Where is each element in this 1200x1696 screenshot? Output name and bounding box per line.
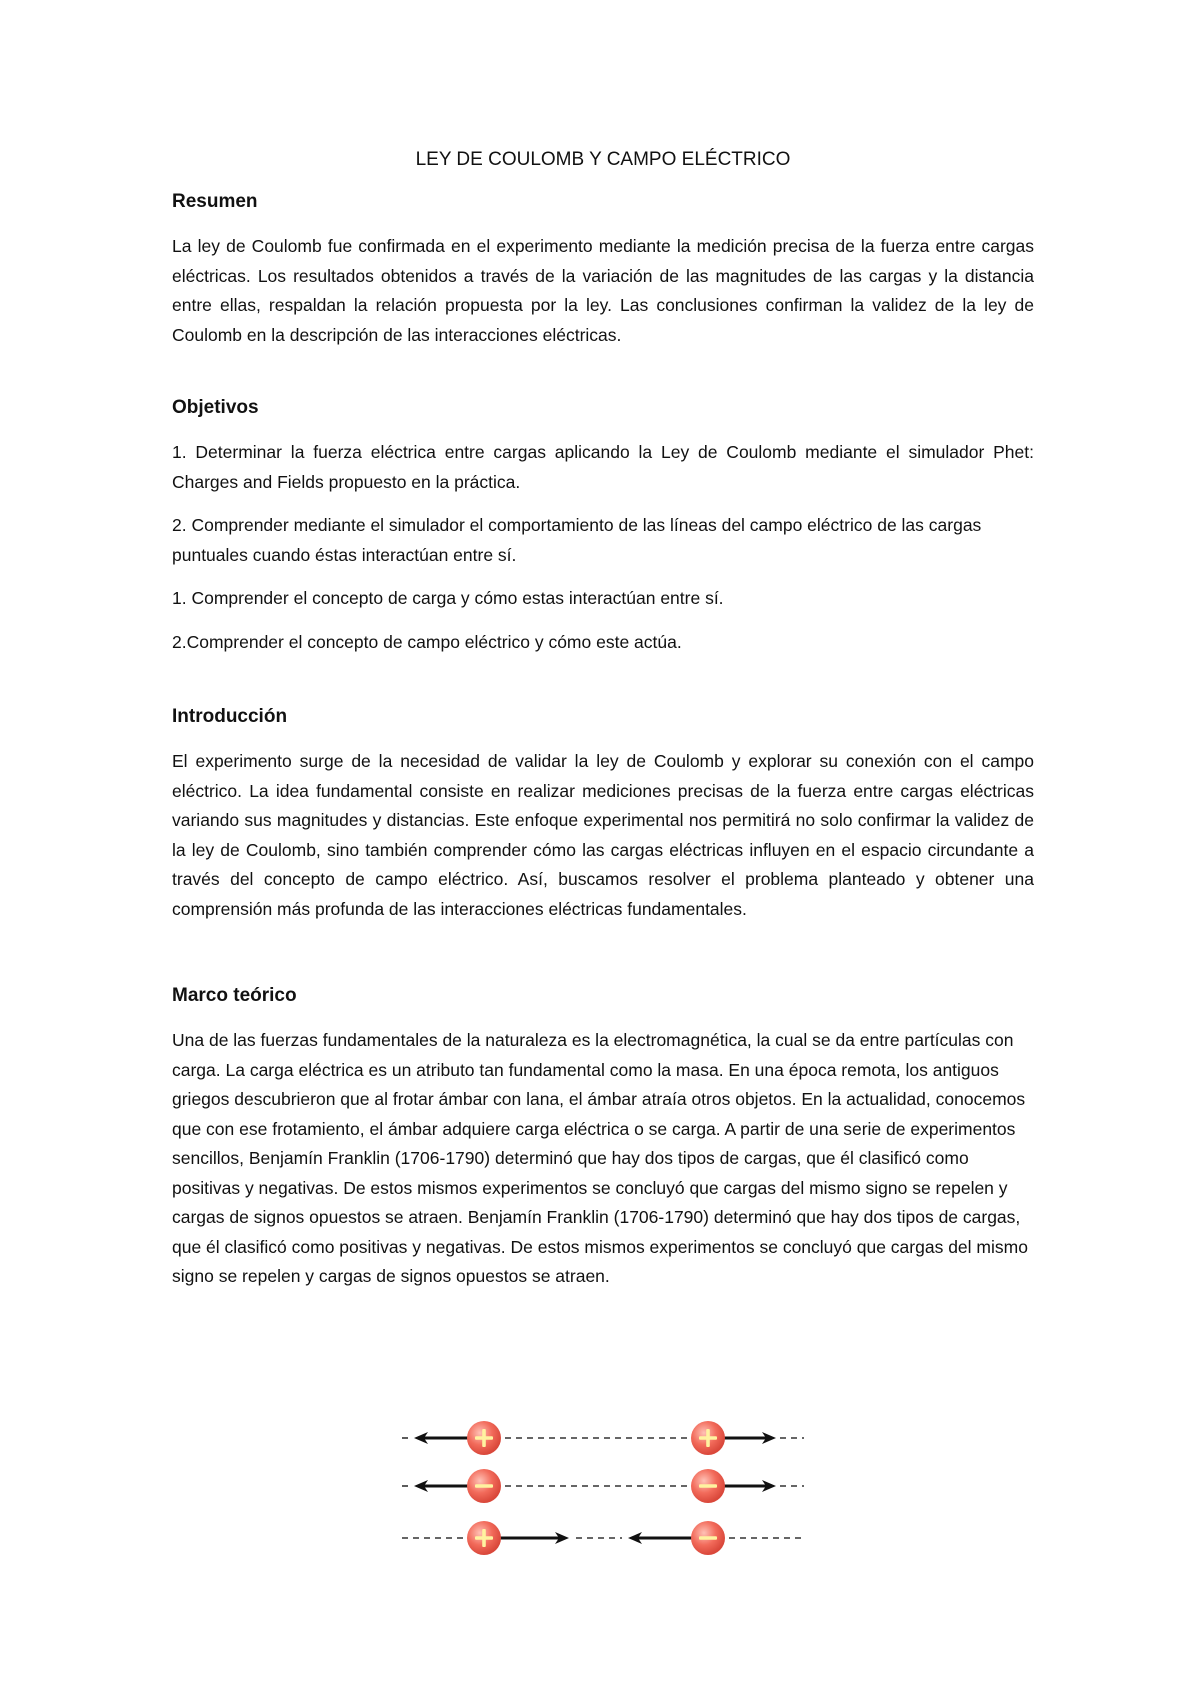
objetivos-heading: Objetivos <box>172 397 259 418</box>
charge-sign-vertical <box>482 1529 486 1547</box>
objetivo-item: 2.Comprender el concepto de campo eléctrico y cómo este actúa. <box>172 631 682 652</box>
marco-teorico-heading: Marco teórico <box>172 985 297 1006</box>
objetivo-item: 2. Comprender mediante el simulador el comportamiento de las líneas del campo eléctrico de las cargas puntuales cuando éstas interactúan entre sí. <box>172 515 982 565</box>
charge-sign-vertical <box>482 1429 486 1447</box>
charges-interaction-figure <box>398 1412 818 1562</box>
objetivos-list <box>172 438 1034 657</box>
resumen-heading: Resumen <box>172 191 258 212</box>
charges-diagram-svg <box>398 1412 818 1562</box>
introduccion-heading: Introducción <box>172 706 288 727</box>
charge-sign-horizontal <box>699 1536 717 1540</box>
resumen-text: La ley de Coulomb fue confirmada en el experimento mediante la medición precisa de la fuerza entre cargas eléctricas. Los resultados obtenidos a través de la variación de las magnitudes de las cargas y la distancia entre ellas, respaldan la relación propuesta por la ley. Las conclusiones confirman la validez de la ley de Coulomb en la descripción de las interacciones eléctricas. <box>172 236 1034 345</box>
charge-sign-horizontal <box>475 1484 493 1488</box>
document-title: LEY DE COULOMB Y CAMPO ELÉCTRICO <box>415 149 791 170</box>
objetivo-item: 1. Determinar la fuerza eléctrica entre cargas aplicando la Ley de Coulomb mediante el simulador Phet: Charges and Fields propuesto en la práctica. <box>172 442 1034 492</box>
introduccion-text: El experimento surge de la necesidad de validar la ley de Coulomb y explorar su conexión con el campo eléctrico. La idea fundamental consiste en realizar mediciones precisas de la fuerza entre cargas eléctricas variando sus magnitudes y distancias. Este enfoque experimental nos permitirá no solo confirmar la validez de la ley de Coulomb, sino también comprender cómo las cargas eléctricas influyen en el espacio circundante a través del concepto de campo eléctrico. Así, buscamos resolver el problema planteado y obtener una comprensión más profunda de las interacciones eléctricas fundamentales. <box>172 751 1034 919</box>
document-page <box>172 140 1034 1292</box>
charge-sign-vertical <box>706 1429 710 1447</box>
charge-sign-horizontal <box>699 1484 717 1488</box>
objetivo-item: 1. Comprender el concepto de carga y cómo estas interactúan entre sí. <box>172 588 724 608</box>
marco-teorico-text: Una de las fuerzas fundamentales de la naturaleza es la electromagnética, la cual se da entre partículas con carga. La carga eléctrica es un atributo tan fundamental como la masa. En una época remota, los antiguos griegos descubrieron que al frotar ámbar con lana, el ámbar atraía otros objetos. En la actualidad, conocemos que con ese frotamiento, el ámbar adquiere carga eléctrica o se carga. A partir de una serie de experimentos sencillos, Benjamín Franklin (1706-1790) determinó que hay dos tipos de cargas, que él clasificó como positivas y negativas. De estos mismos experimentos se concluyó que cargas del mismo signo se repelen y cargas de signos opuestos se atraen. Benjamín Franklin (1706-1790) determinó que hay dos tipos de cargas, que él clasificó como positivas y negativas. De estos mismos experimentos se concluyó que cargas del mismo signo se repelen y cargas de signos opuestos se atraen. <box>172 1030 1028 1286</box>
